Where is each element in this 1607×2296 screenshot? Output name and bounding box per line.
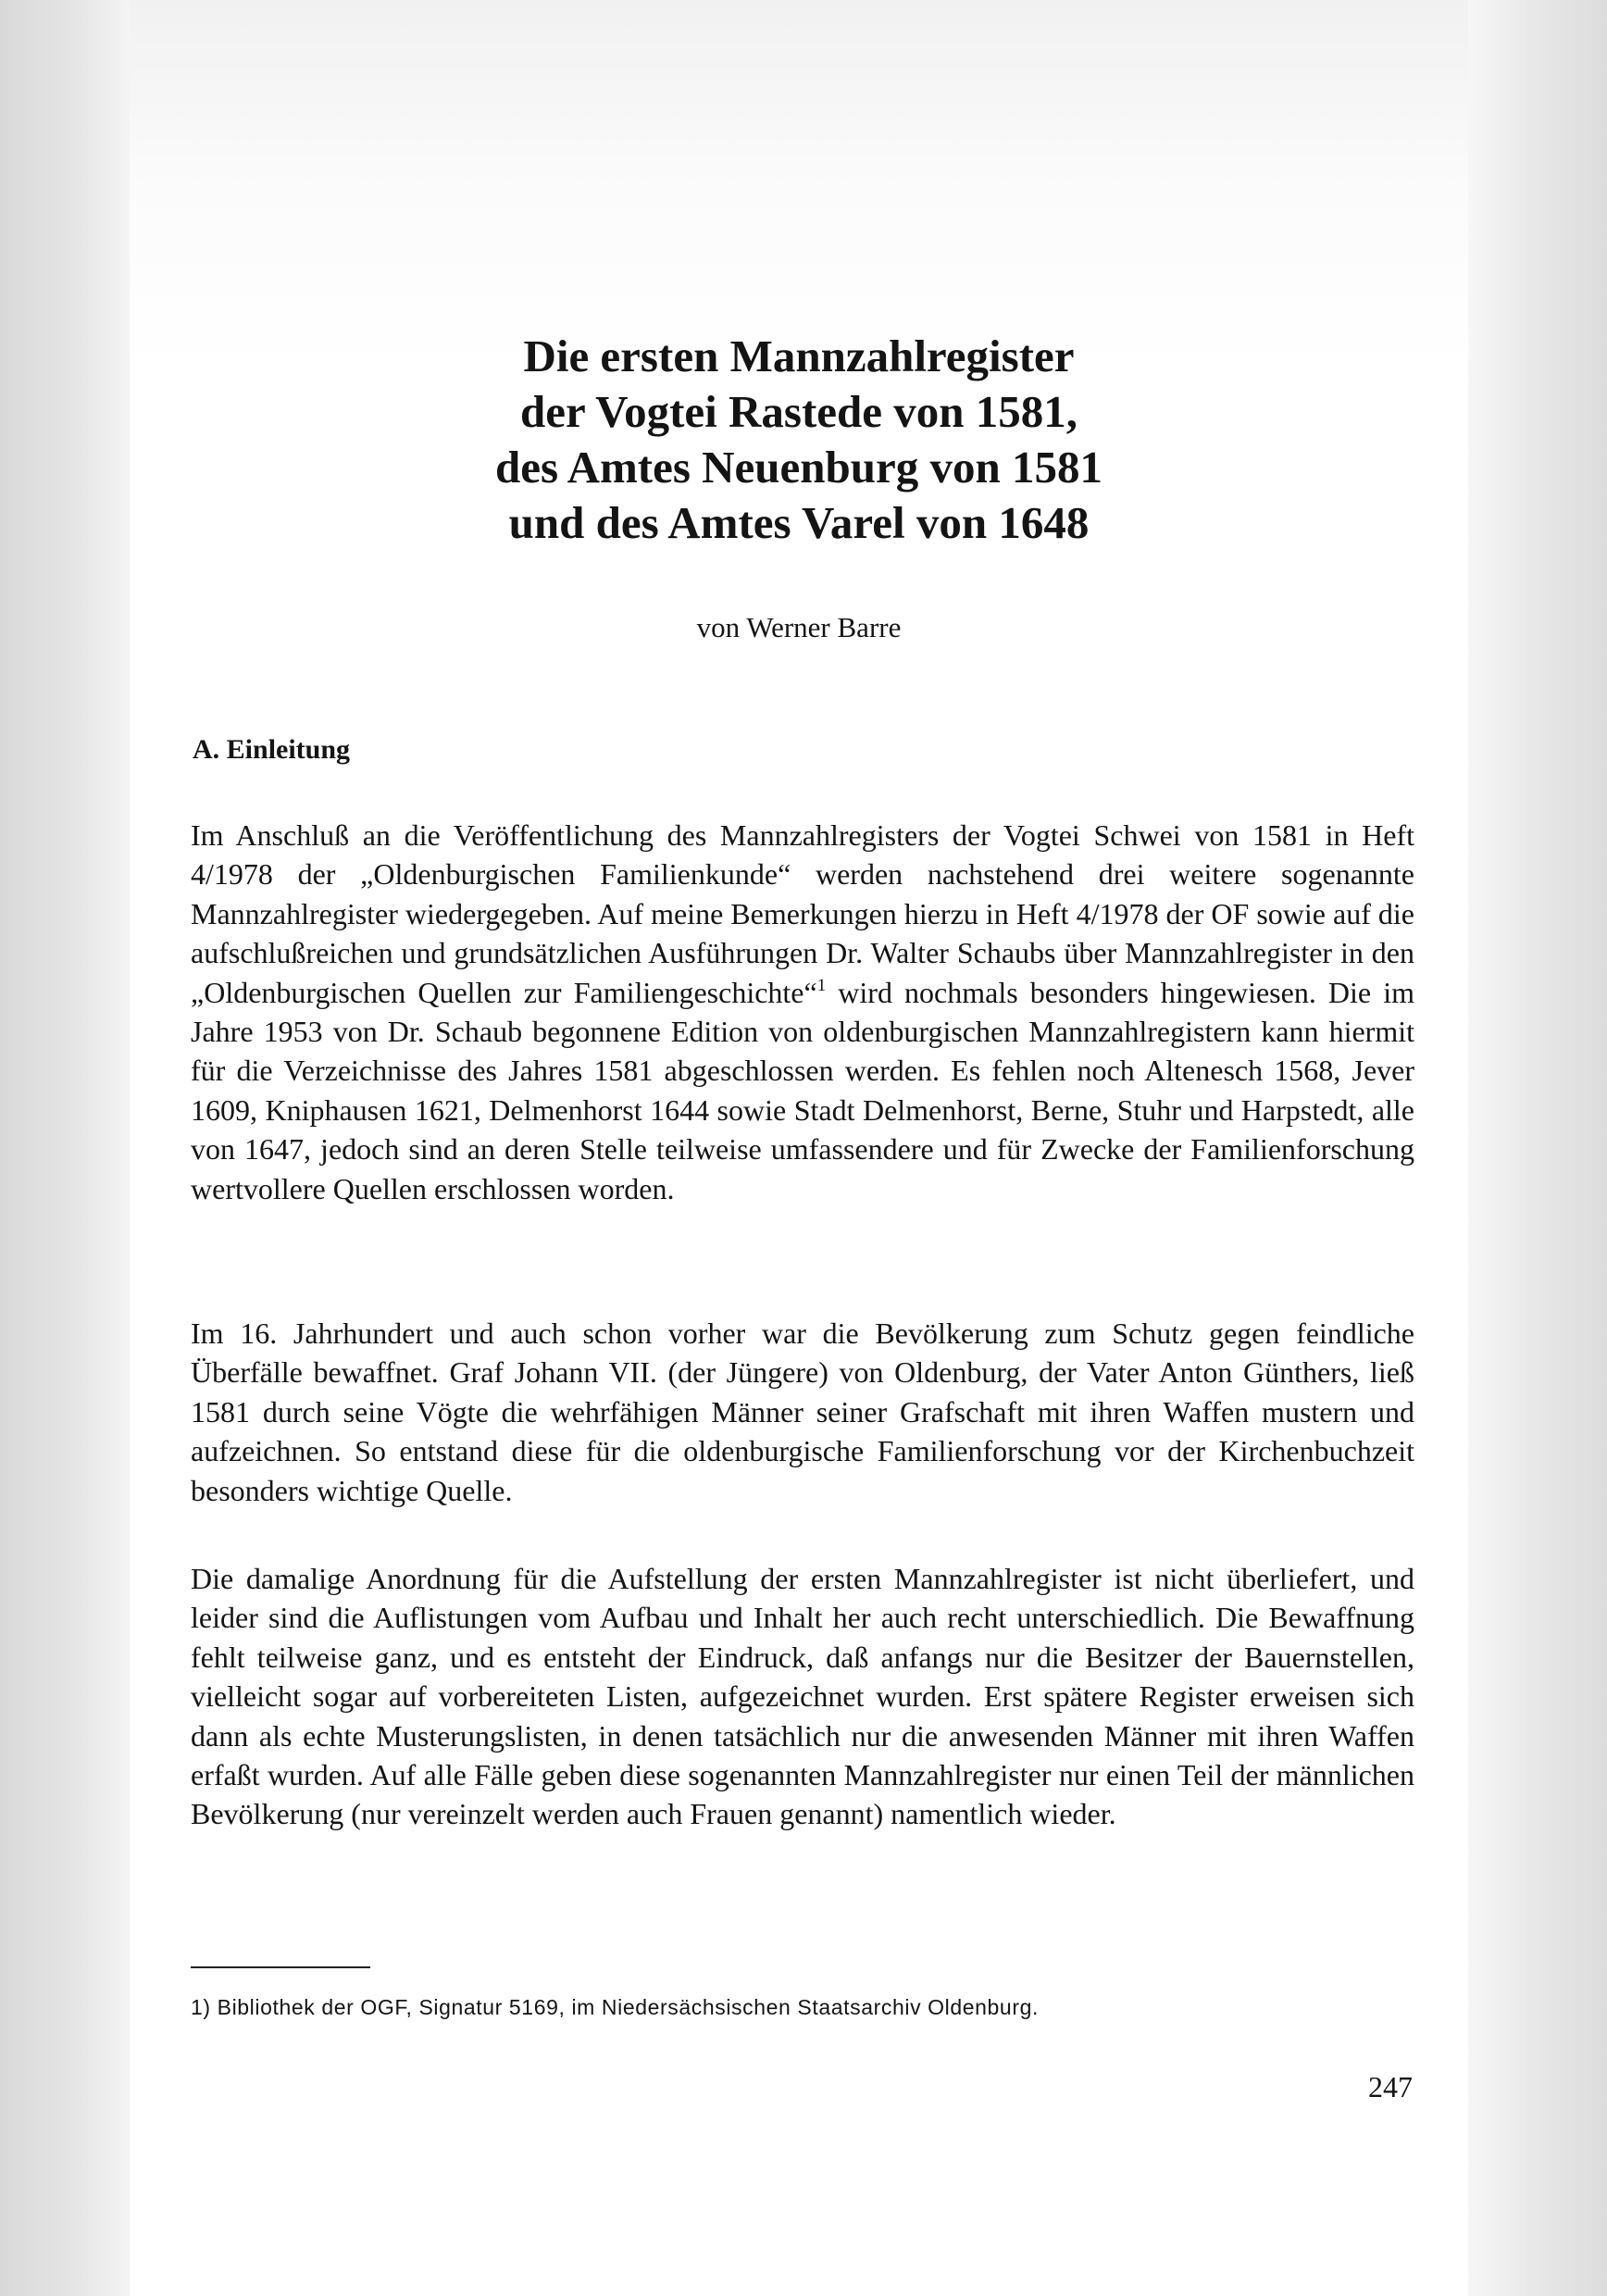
footnote-reference: 1 <box>816 975 827 995</box>
footnote: 1) Bibliothek der OGF, Signatur 5169, im Niedersächsischen Staatsarchiv Oldenburg. <box>191 1995 1039 2019</box>
paragraph: Im 16. Jahrhundert und auch schon vorher war die Bevölkerung zum Schutz gegen feindliche Überfälle bewaffnet. Graf Johann VII. (der Jüngere) von Oldenburg, der Vater Anton Günthers, ließ 1581 durch seine Vögte die wehrfähigen Männer seiner Grafschaft mit ihren Waffen mustern und aufzeichnen. So entstand diese für die oldenburgische Familienforschung vor der Kirchenbuchzeit besonders wichtige Quelle. <box>191 1316 1414 1507</box>
document-page <box>130 0 1468 2296</box>
paragraph: Die damalige Anordnung für die Aufstellung der ersten Mannzahlregister ist nicht überliefert, und leider sind die Auflistungen vom Aufbau und Inhalt her auch recht unterschiedlich. Die Bewaffnung fehlt teilweise ganz, und es entsteht der Eindruck, daß anfangs nur die Besitzer der Bauernstellen, vielleicht sogar auf vorbereiteten Listen, aufgezeichnet wurden. Erst spätere Register erweisen sich dann als echte Musterungslisten, in denen tatsächlich nur die anwesenden Männer mit ihren Waffen erfaßt wurden. Auf alle Fälle geben diese sogenannten Mannzahlregister nur einen Teil der männlichen Bevölkerung (nur vereinzelt werden auch Frauen genannt) namentlich wieder. <box>191 1562 1414 1831</box>
paragraph <box>191 816 1414 1208</box>
article-title <box>130 329 1468 551</box>
scan-margin-right <box>1468 0 1607 2296</box>
title-line: des Amtes Neuenburg von 1581 <box>494 442 1103 493</box>
section-heading: A. Einleitung <box>193 734 351 765</box>
title-line: und des Amtes Varel von 1648 <box>508 497 1090 548</box>
scan-margin-left <box>0 0 130 2296</box>
title-line: Die ersten Mannzahlregister <box>523 331 1075 381</box>
page-number: 247 <box>1368 2070 1413 2103</box>
paragraph-text-continued: wird nochmals besonders hingewiesen. Die im Jahre 1953 von Dr. Schaub begonnene Edition von oldenburgischen Mannzahlregistern kann hiermit für die Verzeichnisse des Jahres 1581 abgeschlossen werden. Es fehlen noch Altenesch 1568, Jever 1609, Kniphausen 1621, Delmenhorst 1644 sowie Stadt Delmenhorst, Berne, Stuhr und Harpstedt, alle von 1647, jedoch sind an deren Stelle teilweise umfassendere und für Zwecke der Familienforschung wertvollere Quellen erschlossen worden. <box>191 975 1414 1205</box>
title-line: der Vogtei Rastede von 1581, <box>519 386 1078 437</box>
paragraph-text: Im Anschluß an die Veröffentlichung des Mannzahlregisters der Vogtei Schwei von 1581 in Heft 4/1978 der „Oldenburgischen Familienkunde“ werden nachstehend drei weitere sogenannte Mannzahlregister wiedergegeben. Auf meine Bemerkungen hierzu in Heft 4/1978 der OF sowie auf die aufschlußreichen und grundsätzlichen Ausführungen Dr. Walter Schaubs über Mannzahlregister in den „Oldenburgischen Quellen zur Familiengeschichte“ <box>191 818 1414 1009</box>
footnote-divider <box>191 1966 370 1968</box>
author-byline: von Werner Barre <box>696 611 902 643</box>
